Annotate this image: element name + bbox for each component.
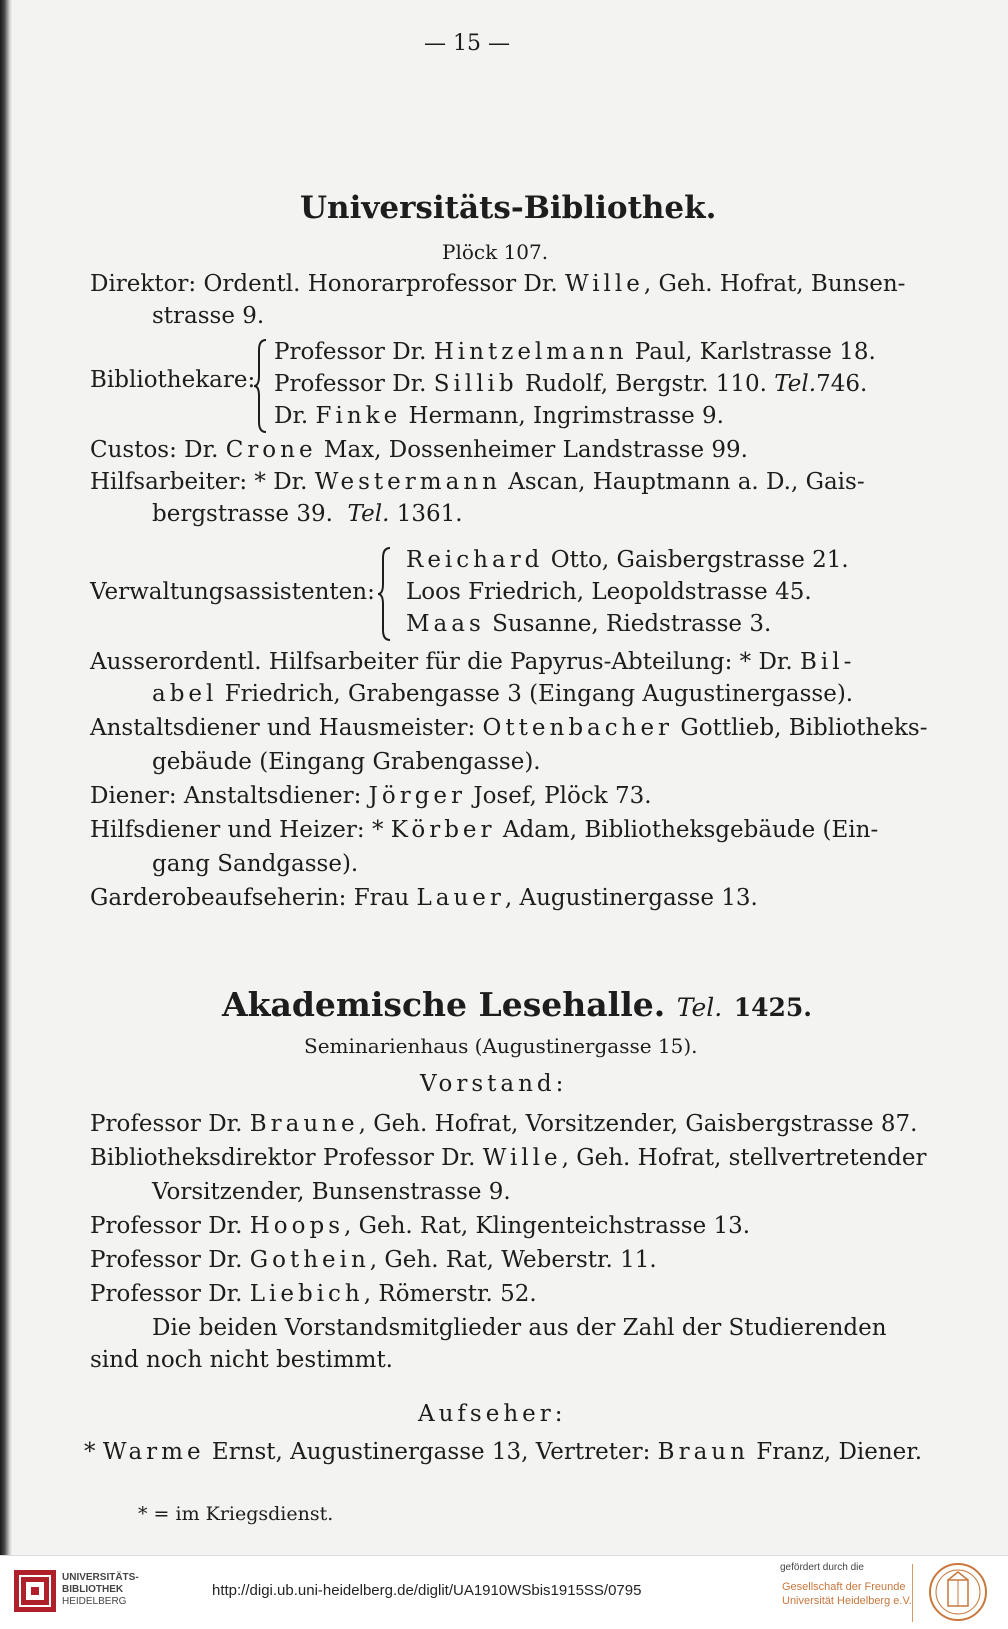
heizer-line2: gang Sandgasse). bbox=[152, 851, 359, 877]
aufseher-line: * Warme Ernst, Augustinergasse 13, Vertreter: Braun Franz, Diener. bbox=[84, 1439, 923, 1465]
note-line1: Die beiden Vorstandsmitglieder aus der Zahl der Studierenden bbox=[152, 1315, 887, 1341]
verwaltung-row: Loos Friedrich, Leopoldstrasse 45. bbox=[406, 579, 812, 605]
direktor-line2: strasse 9. bbox=[152, 303, 265, 329]
garderobe-line: Garderobeaufseherin: Frau Lauer, Augustinergasse 13. bbox=[90, 885, 758, 911]
vorstand-member: Professor Dr. Gothein, Geh. Rat, Weberstr. 11. bbox=[90, 1247, 657, 1273]
ub-address: Plöck 107. bbox=[442, 240, 549, 264]
vorstand-member: Professor Dr. Liebich, Römerstr. 52. bbox=[90, 1281, 537, 1307]
vorstand-heading: Vorstand: bbox=[420, 1071, 568, 1097]
ub-library-logo-icon[interactable] bbox=[14, 1570, 56, 1612]
hilfsarbeiter-line2: bergstrasse 39. Tel. 1361. bbox=[152, 501, 463, 527]
university-seal-icon[interactable] bbox=[928, 1562, 988, 1622]
diener-line: Diener: Anstaltsdiener: Jörger Josef, Plöck 73. bbox=[90, 783, 652, 809]
page-number: — 15 — bbox=[424, 31, 510, 56]
direktor-line1: Direktor: Ordentl. Honorarprofessor Dr. Wille, Geh. Hofrat, Bunsen- bbox=[90, 271, 906, 297]
bibliothekare-label: Bibliothekare: bbox=[90, 367, 256, 393]
section-title-ub: Universitäts-Bibliothek. bbox=[300, 190, 717, 226]
sponsor-name: Gesellschaft der Freunde Universität Heidelberg e.V. bbox=[782, 1581, 912, 1607]
verwaltung-row: Maas Susanne, Riedstrasse 3. bbox=[406, 611, 772, 637]
aufseher-heading: Aufseher: bbox=[418, 1401, 567, 1427]
heizer-line1: Hilfsdiener und Heizer: * Körber Adam, Bibliotheksgebäude (Ein- bbox=[90, 817, 879, 843]
hilfsarbeiter-line1: Hilfsarbeiter: * Dr. Westermann Ascan, Hauptmann a. D., Gais- bbox=[90, 469, 865, 495]
bibliothekar-row: Professor Dr. Sillib Rudolf, Bergstr. 110. Tel.746. bbox=[274, 371, 868, 397]
verwaltung-label: Verwaltungsassistenten: bbox=[90, 579, 375, 605]
lesehalle-address: Seminarienhaus (Augustinergasse 15). bbox=[304, 1034, 698, 1058]
anstalt-line1: Anstaltsdiener und Hausmeister: Ottenbacher Gottlieb, Bibliotheks- bbox=[90, 715, 928, 741]
vorstand-member: Professor Dr. Hoops, Geh. Rat, Klingenteichstrasse 13. bbox=[90, 1213, 751, 1239]
bibliothekar-row: Professor Dr. Hintzelmann Paul, Karlstrasse 18. bbox=[274, 339, 876, 365]
brace-bibliothekare bbox=[252, 338, 270, 434]
vorstand-member: Bibliotheksdirektor Professor Dr. Wille, Geh. Hofrat, stellvertretender bbox=[90, 1145, 927, 1171]
page-binding-edge bbox=[0, 0, 12, 1555]
ub-library-name: UNIVERSITÄTS- BIBLIOTHEK HEIDELBERG bbox=[62, 1572, 139, 1607]
papyrus-line2: abel Friedrich, Grabengasse 3 (Eingang Augustinergasse). bbox=[152, 681, 854, 707]
note-line2: sind noch nicht bestimmt. bbox=[90, 1347, 393, 1373]
anstalt-line2: gebäude (Eingang Grabengasse). bbox=[152, 749, 541, 775]
vorstand-member: Professor Dr. Braune, Geh. Hofrat, Vorsitzender, Gaisbergstrasse 87. bbox=[90, 1111, 918, 1137]
papyrus-line1: Ausserordentl. Hilfsarbeiter für die Papyrus-Abteilung: * Dr. Bil- bbox=[90, 649, 856, 675]
bibliothekar-row: Dr. Finke Hermann, Ingrimstrasse 9. bbox=[274, 403, 724, 429]
footnote: * = im Kriegsdienst. bbox=[138, 1503, 334, 1525]
verwaltung-row: Reichard Otto, Gaisbergstrasse 21. bbox=[406, 547, 849, 573]
permalink-url[interactable]: http://digi.ub.uni-heidelberg.de/diglit/UA1910WSbis1915SS/0795 bbox=[212, 1582, 642, 1599]
sponsor-label: gefördert durch die bbox=[780, 1562, 864, 1573]
brace-verwaltung bbox=[376, 546, 394, 642]
custos-line: Custos: Dr. Crone Max, Dossenheimer Landstrasse 99. bbox=[90, 437, 748, 463]
vorstand-member-line2: Vorsitzender, Bunsenstrasse 9. bbox=[152, 1179, 511, 1205]
digitization-footer bbox=[0, 1555, 1008, 1629]
section-title-lesehalle: Akademische Lesehalle. Tel. 1425. bbox=[222, 985, 813, 1024]
footer-divider bbox=[912, 1564, 913, 1622]
